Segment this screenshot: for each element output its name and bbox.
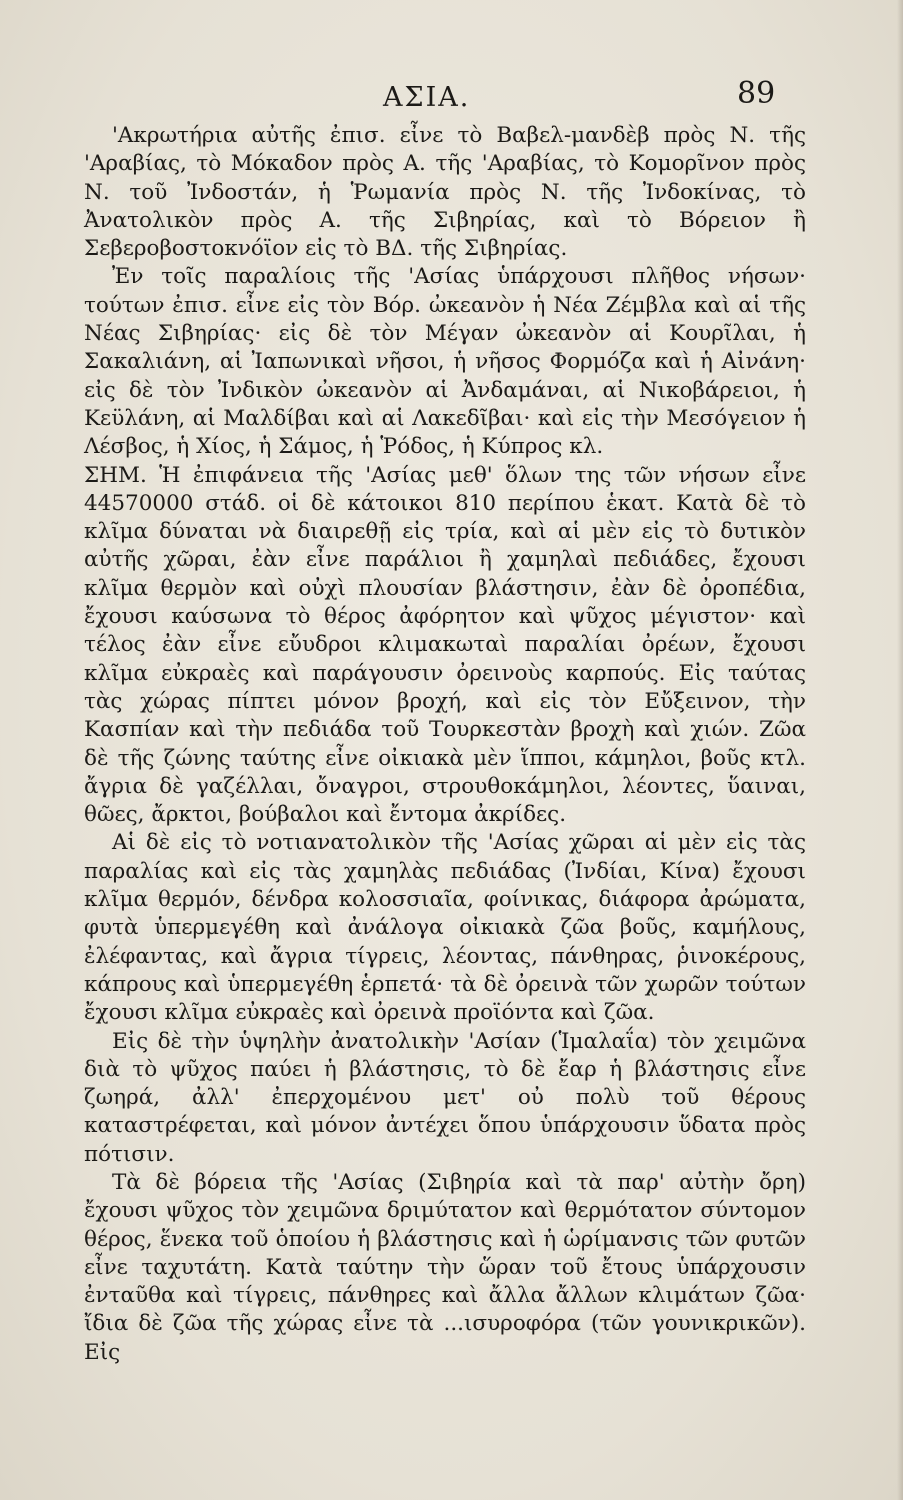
- paragraph-promontories: 'Ακρωτήρια αὐτῆς ἐπισ. εἶνε τὸ Βαβελ-μανδὲβ πρὸς Ν. τῆς 'Αραβίας, τὸ Μόκαδον πρὸς Α. τῆς 'Αραβίας, τὸ Κομορῖνον πρὸς Ν. τοῦ Ἰνδοστάν, ἡ Ῥωμανία πρὸς Ν. τῆς Ἰνδοκίνας, τὸ Ἀνατολικὸν πρὸς Α. τῆς Σιβηρίας, καὶ τὸ Βόρειον ἢ Σεβεροβοστοκνόϊον εἰς τὸ ΒΔ. τῆς Σιβηρίας.: [84, 123, 806, 262]
- paragraph-southeast: Αἱ δὲ εἰς τὸ νοτιανατολικὸν τῆς 'Ασίας χῶραι αἱ μὲν εἰς τὰς παραλίας καὶ εἰς τὰς χαμηλὰς πεδιάδας (Ἰνδίαι, Κίνα) ἔχουσι κλῖμα θερμόν, δένδρα κολοσσιαῖα, φοίνικας, διάφορα ἀρώματα, φυτὰ ὑπερμεγέθη καὶ ἀνάλογα οἰκιακὰ ζῶα βοῦς, καμήλους, ἐλέφαντας, καὶ ἄγρια τίγρεις, λέοντας, πάνθηρας, ῥινοκέρους, κάπρους καὶ ὑπερμεγέθη ἑρπετά· τὰ δὲ ὀρεινὰ τῶν χωρῶν τούτων ἔχουσι κλῖμα εὐκραὲς καὶ ὀρεινὰ προϊόντα καὶ ζῶα.: [84, 830, 806, 1026]
- running-head: [0, 76, 903, 120]
- paragraph-north: Τὰ δὲ βόρεια τῆς 'Ασίας (Σιβηρία καὶ τὰ παρ' αὐτὴν ὄρη) ἔχουσι ψῦχος τὸν χειμῶνα δριμύτατον καὶ θερμότατον σύντομον θέρος, ἕνεκα τοῦ ὁποίου ἡ βλάστησις καὶ ἡ ὡρίμανσις τῶν φυτῶν εἶνε ταχυτάτη. Κατὰ ταύτην τὴν ὥραν τοῦ ἔτους ὑπάρχουσιν ἐνταῦθα καὶ τίγρεις, πάνθηρες καὶ ἄλλα ἄλλων κλιμάτων ζῶα· ἴδια δὲ ζῶα τῆς χώρας εἶνε τὰ ...ισυροφόρα (τῶν γουνικρικῶν). Εἰς: [84, 1169, 806, 1365]
- page-edge-shadow: [897, 0, 903, 1500]
- paragraph-himalaya: Εἰς δὲ τὴν ὑψηλὴν ἀνατολικὴν 'Ασίαν (Ἱμαλαΐα) τὸν χειμῶνα διὰ τὸ ψῦχος παύει ἡ βλάστησις, τὸ δὲ ἔαρ ἡ βλάστησις εἶνε ζωηρά, ἀλλ' ἐπερχομένου μετ' οὐ πολὺ τοῦ θέρους καταστρέφεται, καὶ μόνον ἀντέχει ὅπου ὑπάρχουσιν ὕδατα πρὸς πότισιν.: [84, 1028, 806, 1167]
- body-text: [84, 122, 806, 1367]
- page-number: 89: [737, 76, 776, 111]
- page-title: ΑΣΙΑ.: [383, 82, 471, 113]
- paragraph-islands: Ἐν τοῖς παραλίοις τῆς 'Ασίας ὑπάρχουσι πλῆθος νήσων· τούτων ἐπισ. εἶνε εἰς τὸν Βόρ. ὠκεανὸν ἡ Νέα Ζέμβλα καὶ αἱ τῆς Νέας Σιβηρίας· εἰς δὲ τὸν Μέγαν ὠκεανὸν αἱ Κουρῖλαι, ἡ Σακαλιάνη, αἱ Ἰαπωνικαὶ νῆσοι, ἡ νῆσος Φορμόζα καὶ ἡ Αἰνάνη· εἰς δὲ τὸν Ἰνδικὸν ὠκεανὸν αἱ Ἀνδαμάναι, αἱ Νικοβάρειοι, ἡ Κεϋλάνη, αἱ Μαλδίβαι καὶ αἱ Λακεδῖβαι· καὶ εἰς τὴν Μεσόγειον ἡ Λέσβος, ἡ Χίος, ἡ Σάμος, ἡ Ῥόδος, ἡ Κύπρος κλ.: [84, 264, 806, 460]
- paragraph-note-climate: ΣΗΜ. Ἡ ἐπιφάνεια τῆς 'Ασίας μεθ' ὅλων της τῶν νήσων εἶνε 44570000 στάδ. οἱ δὲ κάτοικοι 810 περίπου ἑκατ. Κατὰ δὲ τὸ κλῖμα δύναται νὰ διαιρεθῇ εἰς τρία, καὶ αἱ μὲν εἰς τὸ δυτικὸν αὐτῆς χῶραι, ἐὰν εἶνε παράλιοι ἢ χαμηλαὶ πεδιάδες, ἔχουσι κλῖμα θερμὸν καὶ οὐχὶ πλουσίαν βλάστησιν, ἐὰν δὲ ὀροπέδια, ἔχουσι καύσωνα τὸ θέρος ἀφόρητον καὶ ψῦχος μέγιστον· καὶ τέλος ἐὰν εἶνε εὔυδροι κλιμακωταὶ παραλίαι ὀρέων, ἔχουσι κλῖμα εὐκραὲς καὶ παράγουσιν ὀρεινοὺς καρπούς. Εἰς ταύτας τὰς χώρας πίπτει μόνον βροχή, καὶ εἰς τὸν Εὔξεινον, τὴν Κασπίαν καὶ τὴν πεδιάδα τοῦ Τουρκεστὰν βροχὴ καὶ χιών. Ζῶα δὲ τῆς ζώνης ταύτης εἶνε οἰκιακὰ μὲν ἵπποι, κάμηλοι, βοῦς κτλ. ἄγρια δὲ γαζέλλαι, ὄναγροι, στρουθοκάμηλοι, λέοντες, ὕαιναι, θῶες, ἄρκτοι, βούβαλοι καὶ ἔντομα ἀκρίδες.: [84, 462, 806, 828]
